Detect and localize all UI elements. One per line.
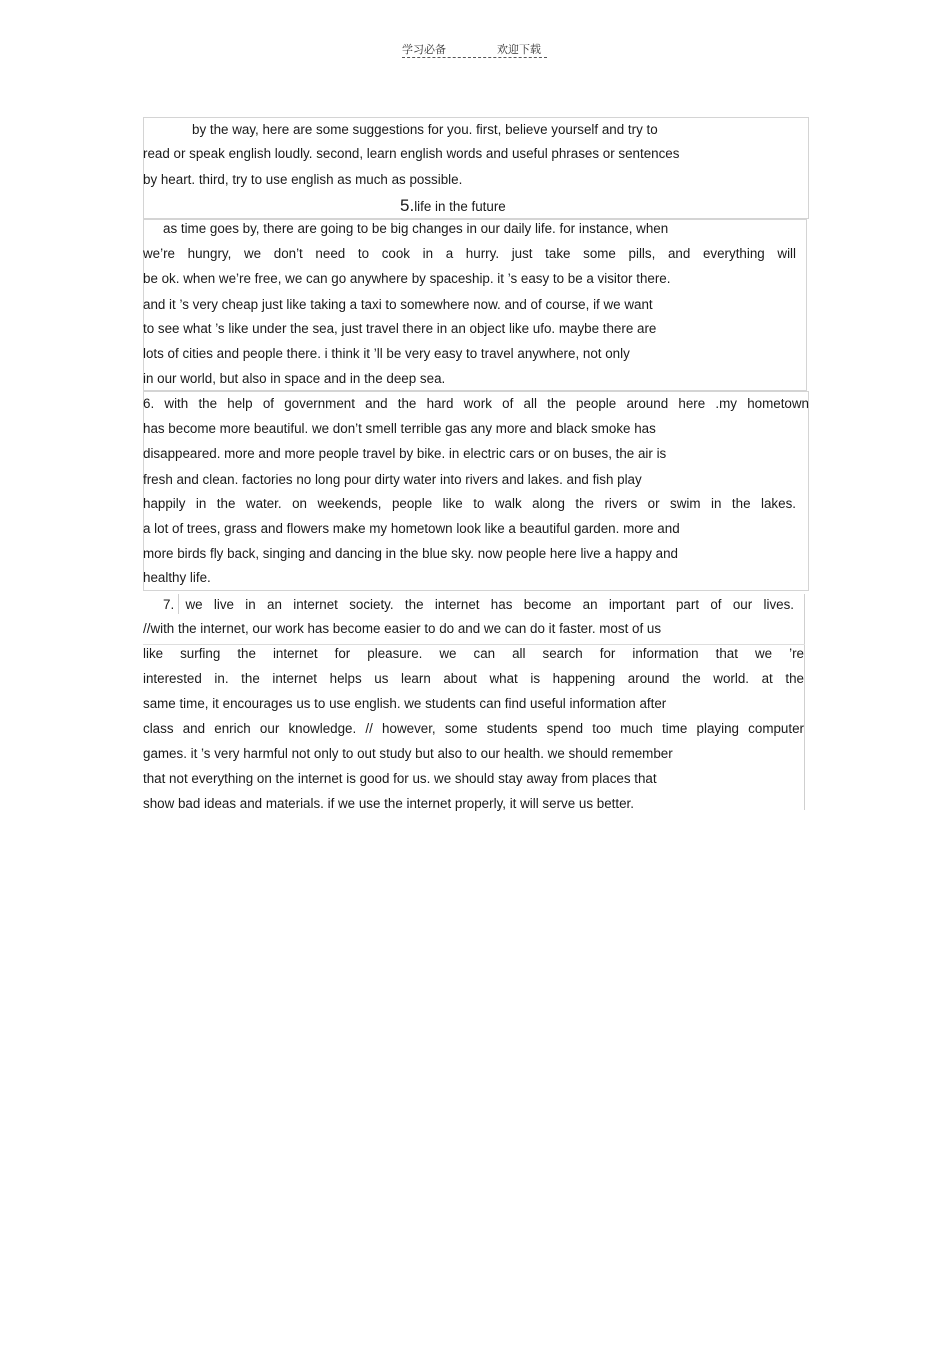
paragraph-line: healthy life. <box>143 570 211 585</box>
paragraph-line: lots of cities and people there. i think it ’ll be very easy to travel anywhere, not only <box>143 346 630 361</box>
paragraph-line: 6. with the help of government and the hard work of all the people around here .my hometown <box>143 396 809 411</box>
paragraph-line: happily in the water. on weekends, people like to walk along the rivers or swim in the lakes. <box>143 496 796 511</box>
paragraph-line: same time, it encourages us to use english. we students can find useful information after <box>143 696 667 711</box>
paragraph-line: as time goes by, there are going to be big changes in our daily life. for instance, when <box>163 221 669 236</box>
paragraph-line: class and enrich our knowledge. // however, some students spend too much time playing computer <box>143 721 804 736</box>
paragraph-line: read or speak english loudly. second, learn english words and useful phrases or sentences <box>143 146 680 161</box>
paragraph-line: and it ’s very cheap just like taking a taxi to somewhere now. and of course, if we want <box>143 297 653 312</box>
paragraph-line: interested in. the internet helps us learn about what is happening around the world. at the <box>143 671 804 686</box>
paragraph-line: //with the internet, our work has become easier to do and we can do it faster. most of us <box>143 621 662 636</box>
paragraph-line: games. it ’s very harmful not only to out study but also to our health. we should remember <box>143 746 673 761</box>
paragraph-line: in our world, but also in space and in the deep sea. <box>143 371 446 386</box>
paragraph-line: be ok. when we’re free, we can go anywhere by spaceship. it ’s easy to be a visitor there. <box>143 271 671 286</box>
paragraph-line: that not everything on the internet is good for us. we should stay away from places that <box>143 771 657 786</box>
paragraph-line: by heart. third, try to use english as much as possible. <box>143 172 463 187</box>
paragraph-line: fresh and clean. factories no long pour dirty water into rivers and lakes. and fish play <box>143 472 642 487</box>
header-right-text: 欢迎下载 <box>497 43 541 56</box>
paragraph-line: 7. we live in an internet society. the internet has become an important part of our lives. <box>163 597 794 612</box>
section-heading <box>400 196 506 217</box>
paragraph-line: more birds fly back, singing and dancing in the blue sky. now people here live a happy and <box>143 546 678 561</box>
paragraph-line: to see what ’s like under the sea, just travel there in an object like ufo. maybe there are <box>143 321 657 336</box>
header-left-text: 学习必备 <box>402 43 446 56</box>
paragraph-line: has become more beautiful. we don’t smell terrible gas any more and black smoke has <box>143 421 656 436</box>
paragraph-line: disappeared. more and more people travel by bike. in electric cars or on buses, the air is <box>143 446 667 461</box>
paragraph-line: by the way, here are some suggestions for you. first, believe yourself and try to <box>192 122 658 137</box>
paragraph-line: we’re hungry, we don’t need to cook in a hurry. just take some pills, and everything will <box>143 246 796 261</box>
paragraph-line: like surfing the internet for pleasure. we can all search for information that we ’re <box>143 646 804 661</box>
paragraph-line: a lot of trees, grass and flowers make my hometown look like a beautiful garden. more and <box>143 521 680 536</box>
section-heading-text: life in the future <box>414 199 506 214</box>
paragraph-line: show bad ideas and materials. if we use the internet properly, it will serve us better. <box>143 796 634 811</box>
section-heading-number: 5. <box>400 196 415 215</box>
page-header <box>402 41 547 58</box>
